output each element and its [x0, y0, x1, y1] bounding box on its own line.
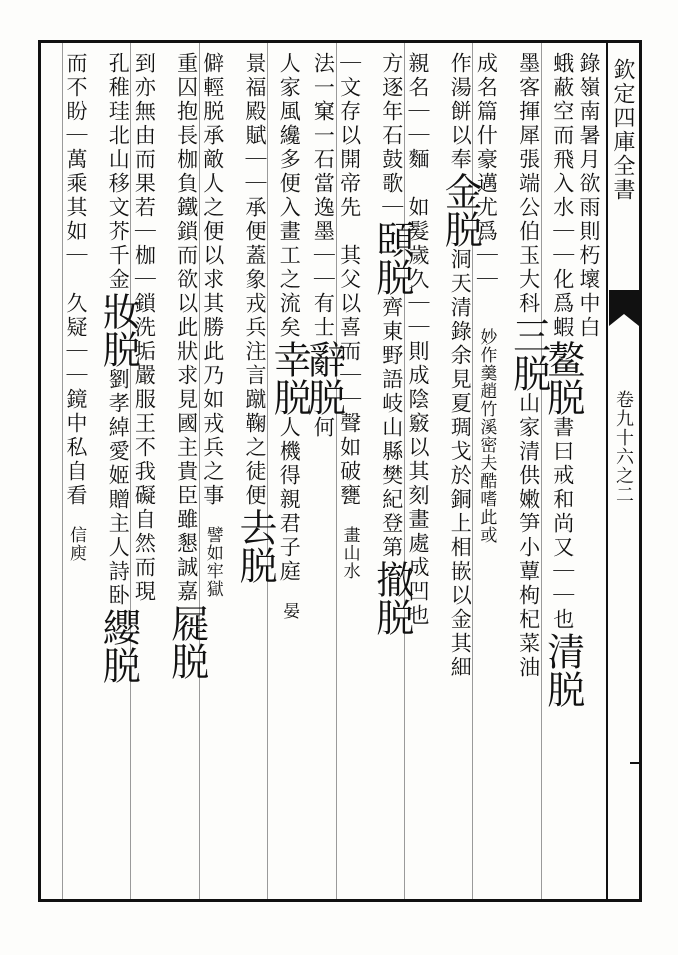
text-segment: 方逐年石鼓歌｜ — [379, 52, 404, 220]
text-column — [65, 52, 86, 562]
text-column — [233, 52, 277, 584]
text-segment: 譬如牢獄 — [202, 508, 223, 598]
text-segment: 墨客揮犀張端公伯玉大科 — [516, 52, 541, 316]
text-segment: 妙作羹趙竹溪密夫酷嗜此或 — [476, 292, 497, 544]
text-segment: 僻輕脱承敵人之便以求其勝此乃如戎兵之事 — [200, 52, 225, 508]
text-segment: 景福殿賦｜｜承便蓋象戎兵注言蹴鞠之徒便 — [243, 52, 267, 508]
text-segment: 久疑｜｜鏡中私自看 — [64, 268, 88, 508]
text-segment: 重囚抱長枷負鐵鎖而欲以此狀求見國主貴臣雖懇誠嘉 — [174, 52, 199, 604]
text-segment: 而不盼｜萬乘其如｜ — [64, 52, 88, 268]
headword: 撤脱 — [369, 560, 414, 636]
text-column — [438, 52, 483, 680]
text-segment: 晏 — [279, 584, 300, 620]
text-segment: 作湯餅以奉 — [448, 52, 473, 172]
text-segment: 蛾蔽空而飛入水｜｜化爲蝦 — [550, 52, 575, 340]
text-segment: 如髮歲久｜｜則成陰竅以其刻畫處成凹也 — [406, 172, 430, 628]
text-segment: 何 — [311, 416, 336, 440]
text-segment: 洞天清錄余見夏琱戈於銅上相嵌以金其細 — [448, 248, 473, 680]
text-segment: 人機得親君子庭 — [277, 416, 302, 584]
text-segment: 信庾 — [66, 508, 86, 562]
text-segment: 其父以喜而｜｜聲如破甕 — [337, 220, 362, 508]
volume-label: 卷九十六之二 — [613, 390, 634, 504]
text-segment: 書曰戒和尚又｜｜也 — [550, 416, 575, 632]
text-segment: 法一窠一石當逸墨｜｜有士 — [311, 52, 336, 340]
text-segment: 親名｜｜麵 — [406, 52, 430, 172]
text-column — [164, 52, 209, 680]
text-segment: 錄嶺南暑月欲雨則朽壞中白 — [577, 52, 601, 340]
headword: 屣脱 — [164, 604, 209, 680]
headword: 三脱 — [506, 316, 551, 392]
headword: 清脱 — [540, 632, 585, 708]
headword: 去脱 — [233, 508, 277, 584]
text-segment: 劉孝綽愛姬贈主人詩卧 — [106, 368, 131, 608]
text-segment: 成名篇什豪邁尤爲｜｜ — [474, 52, 499, 292]
text-segment: 人家風纔多便入畫工之流矣 — [277, 52, 302, 340]
text-segment: 山家清供嫩笋小蕈枸杞菜油 — [516, 392, 541, 680]
text-column — [506, 52, 551, 680]
text-segment: 到亦無由而果若｜枷｜鎖洗垢嚴服王不我礙自然而現 — [132, 52, 157, 604]
headword: 金脱 — [438, 172, 483, 248]
margin-tick — [630, 762, 642, 764]
text-segment: 畫山水 — [339, 508, 360, 580]
headword: 鳌脱 — [540, 340, 585, 416]
headword: 幸脱 — [267, 340, 312, 416]
headword: 頣脱 — [369, 220, 414, 296]
text-segment: 齊東野語岐山縣樊紀登第 — [379, 296, 404, 560]
book-title: 欽定四庫全書 — [610, 58, 635, 202]
fish-tail-mark-icon — [609, 290, 639, 326]
text-segment: ｜文存以開帝先 — [337, 52, 362, 220]
column-rule — [62, 43, 63, 899]
headword: 辭脱 — [301, 340, 346, 416]
headword: 妝脱 — [96, 292, 141, 368]
text-column — [369, 52, 414, 636]
text-column — [96, 52, 141, 684]
headword: 纓脱 — [96, 608, 141, 684]
text-segment: 孔稚珪北山移文芥千金 — [106, 52, 131, 292]
